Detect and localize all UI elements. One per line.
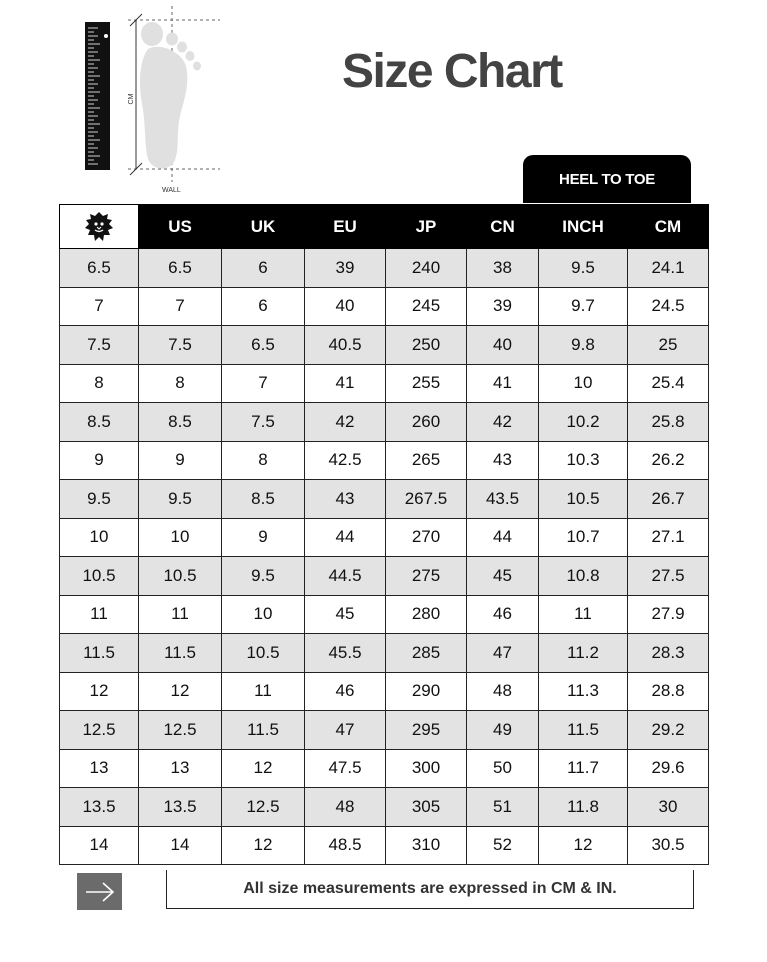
table-cell: 11: [539, 595, 628, 634]
brand-logo: [60, 205, 139, 249]
table-cell: 11.5: [539, 711, 628, 750]
table-cell: 45: [467, 557, 539, 596]
page-title: Size Chart: [342, 45, 562, 98]
table-cell: 10.5: [139, 557, 222, 596]
table-cell: 27.1: [628, 518, 709, 557]
table-cell: 25: [628, 326, 709, 365]
table-cell: 51: [467, 788, 539, 827]
table-cell: 39: [467, 287, 539, 326]
col-header-inch: INCH: [539, 205, 628, 249]
table-cell: 29.2: [628, 711, 709, 750]
table-cell: 25.8: [628, 403, 709, 442]
table-row: [60, 326, 709, 365]
wall-label: WALL: [162, 187, 181, 194]
table-row: [60, 595, 709, 634]
table-cell: 10.5: [222, 634, 305, 673]
col-header-us: US: [139, 205, 222, 249]
col-header-eu: EU: [305, 205, 386, 249]
table-cell: 43: [467, 441, 539, 480]
table-cell: 13.5: [60, 788, 139, 827]
table-cell: 41: [467, 364, 539, 403]
table-cell: 40: [467, 326, 539, 365]
table-cell: 39: [305, 249, 386, 288]
table-cell: 285: [386, 634, 467, 673]
table-cell: 310: [386, 826, 467, 865]
table-cell: 12.5: [139, 711, 222, 750]
table-cell: 44.5: [305, 557, 386, 596]
table-cell: 29.6: [628, 749, 709, 788]
table-cell: 8.5: [222, 480, 305, 519]
arrow-right-icon: [84, 881, 116, 903]
size-table: [59, 204, 709, 865]
table-cell: 40: [305, 287, 386, 326]
table-row: [60, 749, 709, 788]
table-cell: 6.5: [60, 249, 139, 288]
table-cell: 49: [467, 711, 539, 750]
foot-measure-diagram: [80, 4, 230, 199]
measurement-note: All size measurements are expressed in CM & IN.: [166, 870, 694, 909]
table-cell: 245: [386, 287, 467, 326]
table-cell: 255: [386, 364, 467, 403]
heel-to-toe-badge: HEEL TO TOE: [523, 155, 691, 203]
table-cell: 11.7: [539, 749, 628, 788]
table-cell: 11: [60, 595, 139, 634]
table-cell: 10: [539, 364, 628, 403]
table-cell: 10.5: [539, 480, 628, 519]
table-cell: 24.1: [628, 249, 709, 288]
table-header-row: [60, 205, 709, 249]
table-cell: 13.5: [139, 788, 222, 827]
table-row: [60, 403, 709, 442]
arrow-box: [77, 873, 122, 910]
table-cell: 50: [467, 749, 539, 788]
table-cell: 14: [139, 826, 222, 865]
table-cell: 47: [467, 634, 539, 673]
table-cell: 12: [60, 672, 139, 711]
table-cell: 9.5: [222, 557, 305, 596]
table-cell: 12: [222, 749, 305, 788]
table-cell: 7.5: [139, 326, 222, 365]
table-cell: 46: [305, 672, 386, 711]
table-cell: 11.5: [60, 634, 139, 673]
table-cell: 7.5: [60, 326, 139, 365]
table-cell: 10: [222, 595, 305, 634]
table-cell: 10.7: [539, 518, 628, 557]
table-cell: 10.5: [60, 557, 139, 596]
table-cell: 12.5: [60, 711, 139, 750]
table-cell: 26.2: [628, 441, 709, 480]
table-cell: 52: [467, 826, 539, 865]
table-cell: 280: [386, 595, 467, 634]
table-cell: 45.5: [305, 634, 386, 673]
table-row: [60, 711, 709, 750]
table-cell: 47.5: [305, 749, 386, 788]
table-row: [60, 364, 709, 403]
table-cell: 8: [222, 441, 305, 480]
table-cell: 45: [305, 595, 386, 634]
table-cell: 47: [305, 711, 386, 750]
table-cell: 38: [467, 249, 539, 288]
table-cell: 11.8: [539, 788, 628, 827]
table-cell: 26.7: [628, 480, 709, 519]
table-cell: 9: [222, 518, 305, 557]
table-cell: 10.2: [539, 403, 628, 442]
table-cell: 7: [60, 287, 139, 326]
table-cell: 44: [467, 518, 539, 557]
table-cell: 25.4: [628, 364, 709, 403]
table-cell: 10: [60, 518, 139, 557]
table-cell: 42: [305, 403, 386, 442]
table-cell: 9.8: [539, 326, 628, 365]
table-cell: 48.5: [305, 826, 386, 865]
table-cell: 41: [305, 364, 386, 403]
table-cell: 48: [305, 788, 386, 827]
table-cell: 11: [139, 595, 222, 634]
table-cell: 8.5: [60, 403, 139, 442]
table-cell: 12: [139, 672, 222, 711]
table-cell: 48: [467, 672, 539, 711]
table-row: [60, 480, 709, 519]
table-cell: 11.3: [539, 672, 628, 711]
table-cell: 11.5: [139, 634, 222, 673]
table-cell: 7.5: [222, 403, 305, 442]
foot-ruler-icon: [80, 4, 230, 199]
table-cell: 12: [539, 826, 628, 865]
table-cell: 295: [386, 711, 467, 750]
table-cell: 8: [139, 364, 222, 403]
table-cell: 8: [60, 364, 139, 403]
table-cell: 28.8: [628, 672, 709, 711]
table-cell: 42: [467, 403, 539, 442]
table-cell: 12.5: [222, 788, 305, 827]
table-cell: 260: [386, 403, 467, 442]
table-row: [60, 249, 709, 288]
table-cell: 11: [222, 672, 305, 711]
table-cell: 43: [305, 480, 386, 519]
col-header-jp: JP: [386, 205, 467, 249]
table-row: [60, 518, 709, 557]
table-row: [60, 287, 709, 326]
table-row: [60, 634, 709, 673]
table-cell: 275: [386, 557, 467, 596]
table-row: [60, 788, 709, 827]
table-cell: 46: [467, 595, 539, 634]
size-table-body: [60, 249, 709, 865]
table-cell: 30.5: [628, 826, 709, 865]
table-cell: 300: [386, 749, 467, 788]
table-cell: 267.5: [386, 480, 467, 519]
table-cell: 44: [305, 518, 386, 557]
col-header-uk: UK: [222, 205, 305, 249]
table-cell: 9.7: [539, 287, 628, 326]
table-cell: 6.5: [222, 326, 305, 365]
table-cell: 10.8: [539, 557, 628, 596]
table-row: [60, 557, 709, 596]
table-cell: 270: [386, 518, 467, 557]
table-row: [60, 441, 709, 480]
lion-logo-icon: [84, 211, 114, 243]
table-cell: 7: [222, 364, 305, 403]
table-cell: 13: [139, 749, 222, 788]
table-cell: 14: [60, 826, 139, 865]
table-cell: 28.3: [628, 634, 709, 673]
table-cell: 6: [222, 249, 305, 288]
table-cell: 11.2: [539, 634, 628, 673]
table-cell: 9: [139, 441, 222, 480]
table-cell: 240: [386, 249, 467, 288]
table-cell: 6.5: [139, 249, 222, 288]
col-header-cm: CM: [628, 205, 709, 249]
table-cell: 10: [139, 518, 222, 557]
table-row: [60, 826, 709, 865]
table-cell: 9.5: [60, 480, 139, 519]
table-cell: 9: [60, 441, 139, 480]
table-cell: 305: [386, 788, 467, 827]
table-cell: 43.5: [467, 480, 539, 519]
table-cell: 27.9: [628, 595, 709, 634]
table-cell: 250: [386, 326, 467, 365]
table-cell: 11.5: [222, 711, 305, 750]
table-cell: 10.3: [539, 441, 628, 480]
table-cell: 290: [386, 672, 467, 711]
table-cell: 9.5: [139, 480, 222, 519]
table-cell: 27.5: [628, 557, 709, 596]
table-cell: 40.5: [305, 326, 386, 365]
table-cell: 13: [60, 749, 139, 788]
table-cell: 30: [628, 788, 709, 827]
table-cell: 12: [222, 826, 305, 865]
table-cell: 42.5: [305, 441, 386, 480]
table-cell: 265: [386, 441, 467, 480]
table-cell: 6: [222, 287, 305, 326]
table-row: [60, 672, 709, 711]
table-cell: 7: [139, 287, 222, 326]
col-header-cn: CN: [467, 205, 539, 249]
table-cell: 24.5: [628, 287, 709, 326]
table-cell: 8.5: [139, 403, 222, 442]
table-cell: 9.5: [539, 249, 628, 288]
cm-label: CM: [128, 93, 135, 105]
